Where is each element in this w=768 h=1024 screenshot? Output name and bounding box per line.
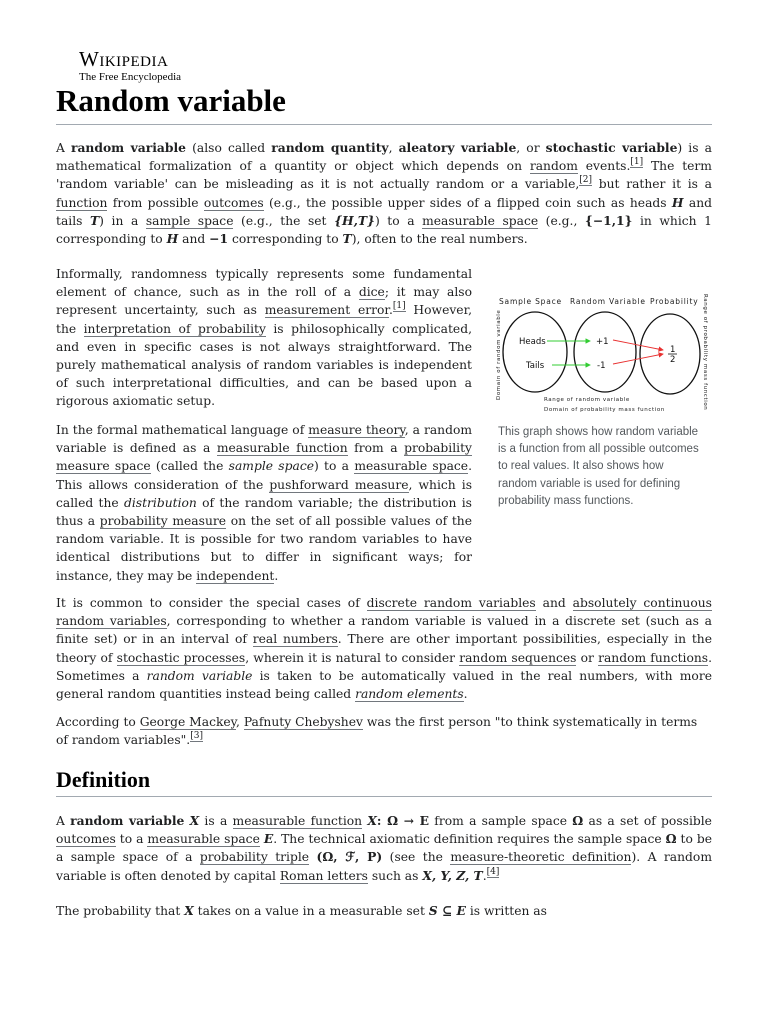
label-sample-space: Sample Space [499,297,562,306]
link-function[interactable]: function [56,195,108,210]
link-absolutely-continuous-rv[interactable]: absolutely continuous random variables [56,596,712,629]
link-measure-theory[interactable]: measure theory [308,423,405,437]
link-pafnuty-chebyshev[interactable]: Pafnuty Chebyshev [243,715,363,729]
ref-1[interactable]: [1] [630,157,644,168]
link-probability-measure[interactable]: probability measure [99,514,227,529]
link-outcomes-2[interactable]: outcomes [56,832,116,847]
link-interpretation[interactable]: interpretation of probability [83,321,266,336]
link-sample-space[interactable]: sample space [145,213,234,228]
link-random-sequences[interactable]: random sequences [459,650,577,665]
label-minus-one: -1 [597,361,606,371]
link-measurable-function-2[interactable]: measurable function [232,814,363,828]
definition-paragraph: A random variable X is a measurable function X: Ω → E from a sample space Ω as a set of possible outcomes to a measurable space E. The technical axiomatic definition requires the sample space Ω to be a sample space of a probability triple (Ω, ℱ, P) (see the measure-theoretic definition). A random variable is often denoted by capital Roman letters such as X, Y, Z, T.[4] [56,813,712,883]
label-half-numerator: 1 [670,345,676,355]
link-measurable-space[interactable]: measurable space [422,213,539,228]
link-random[interactable]: random [529,159,578,174]
link-measure-theoretic-definition[interactable]: measure-theoretic definition [450,850,632,865]
link-random-functions[interactable]: random functions [598,650,709,665]
link-real-numbers[interactable]: real numbers [252,632,338,647]
label-half-denominator: 2 [670,355,676,365]
random-variable-ellipse [574,312,636,392]
link-measurable-space-2[interactable]: measurable space [354,459,469,474]
label-domain-rv: Domain of random variable [496,309,502,400]
link-probability-measure-space[interactable]: probability measure space [56,441,472,474]
label-heads: Heads [519,337,546,347]
probability-paragraph: The probability that X takes on a value in a measurable set S ⊆ E is written as [56,903,547,918]
section-divider [56,796,712,797]
link-outcomes[interactable]: outcomes [203,195,264,210]
link-discrete-rv[interactable]: discrete random variables [366,596,536,610]
label-domain-pmf: Domain of probability mass function [544,407,665,413]
ref-3[interactable]: [3] [190,731,203,742]
link-measurable-space-3[interactable]: measurable space [147,832,260,847]
special-cases-paragraph: It is common to consider the special cases of discrete random variables and absolutely continuous random variables, corresponding to whether a random variable is valued in a discrete set (such as a finite set) or in an interval of real numbers. There are other important possibilities, especially in the theory of stochastic processes, wherein it is natural to consider random sequences or random functions. Sometimes a random variable is taken to be automatically valued in the real numbers, with more general random quantities instead being called random elements. [56,596,713,702]
link-pushforward-measure[interactable]: pushforward measure [269,477,409,492]
ref-4[interactable]: [4] [486,866,500,877]
wordmark-text: Wikipedia [79,47,169,71]
figure-caption: This graph shows how random variable is a function from all possible outcomes to real values. It also shows how random variable is used for defining probability mass functions. [498,426,699,507]
formal-paragraph: In the formal mathematical language of measure theory, a random variable is defined as a measurable function from a probability measure space (called the sample space) to a measurable space. This allows consideration of the pushforward measure, which is called the distribution of the random variable; the distribution is thus a probability measure on the set of all possible values of the random variable. It is possible for two random variables to have identical distributions but to differ in significant ways; for instance, they may be independent. [56,423,473,583]
label-range-rv: Range of random variable [544,397,630,403]
arrow-plus1-to-half [613,340,663,350]
link-independent[interactable]: independent [196,568,275,583]
link-george-mackey[interactable]: George Mackey [139,715,236,729]
link-measurable-function[interactable]: measurable function [216,441,348,456]
page-title: Random variable [56,83,286,118]
label-plus-one: +1 [596,337,609,347]
mackey-paragraph: According to George Mackey, Pafnuty Chebyshev was the first person "to think systematically in terms of random variables".[3] [56,715,698,748]
wikipedia-wordmark[interactable] [79,47,168,72]
link-measurement-error[interactable]: measurement error [264,303,389,318]
label-random-variable: Random Variable [570,297,646,306]
label-tails: Tails [526,361,545,371]
sample-space-ellipse [503,312,567,392]
link-dice[interactable]: dice [358,285,385,300]
section-heading-definition: Definition [56,767,151,792]
link-stochastic-processes[interactable]: stochastic processes [116,650,246,665]
ref-2[interactable]: [2] [579,175,593,186]
label-probability: Probability [650,297,699,306]
informal-paragraph: Informally, randomness typically represents some fundamental element of chance, such as in the roll of a dice; it may also represent uncertainty, such as measurement error.[1] However, the interpretation of probability is philosophically complicated, and even in specific cases is not always straightforward. The purely mathematical analysis of random variables is independent of such interpretational difficulties, and can be based upon a rigorous axiomatic setup. [56,267,473,409]
link-roman-letters[interactable]: Roman letters [279,868,368,883]
title-divider [56,124,712,125]
tagline: The Free Encyclopedia [79,71,182,83]
label-range-pmf: Range of probability mass function [702,294,708,411]
link-probability-triple[interactable]: probability triple [199,850,310,865]
link-random-elements[interactable]: random elements [355,687,464,702]
random-variable-diagram[interactable] [492,292,712,416]
arrow-minus1-to-half [613,354,663,364]
ref-1b[interactable]: [1] [392,301,406,312]
intro-paragraph: A random variable (also called random quantity, aleatory variable, or stochastic variable) is a mathematical formalization of a quantity or object which depends on random events.[1] The term 'random variable' can be misleading as it is not actually random or a variable,[2] but rather it is a function from possible outcomes (e.g., the possible upper sides of a flipped coin such as heads H and tails T) in a sample space (e.g., the set {H,T}) to a measurable space (e.g., {−1,1} in which 1 corresponding to H and −1 corresponding to T), often to the real numbers. [56,140,713,247]
